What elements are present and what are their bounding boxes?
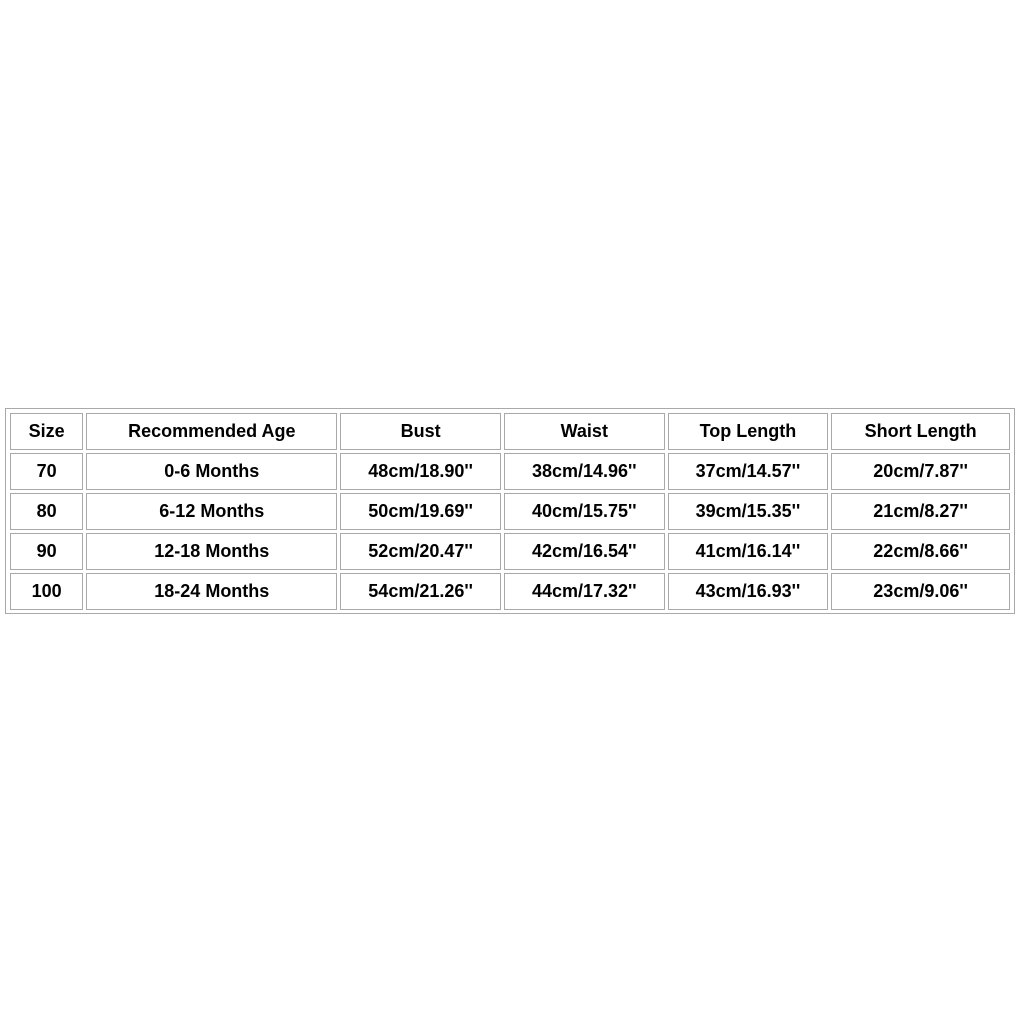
size-chart <box>5 408 1015 614</box>
cell-recommended-age: 18-24 Months <box>86 573 337 610</box>
header-row <box>10 413 1010 450</box>
size-chart-table <box>7 410 1013 613</box>
table-row <box>10 453 1010 490</box>
cell-waist: 40cm/15.75'' <box>504 493 665 530</box>
header-bust: Bust <box>340 413 501 450</box>
cell-bust: 48cm/18.90'' <box>340 453 501 490</box>
cell-size: 70 <box>10 453 83 490</box>
cell-waist: 38cm/14.96'' <box>504 453 665 490</box>
cell-top-length: 39cm/15.35'' <box>668 493 829 530</box>
table-row <box>10 573 1010 610</box>
cell-bust: 54cm/21.26'' <box>340 573 501 610</box>
cell-size: 90 <box>10 533 83 570</box>
header-recommended-age: Recommended Age <box>86 413 337 450</box>
cell-recommended-age: 6-12 Months <box>86 493 337 530</box>
cell-top-length: 41cm/16.14'' <box>668 533 829 570</box>
header-size: Size <box>10 413 83 450</box>
header-top-length: Top Length <box>668 413 829 450</box>
cell-short-length: 21cm/8.27'' <box>831 493 1010 530</box>
cell-waist: 44cm/17.32'' <box>504 573 665 610</box>
cell-top-length: 43cm/16.93'' <box>668 573 829 610</box>
table-row <box>10 533 1010 570</box>
cell-short-length: 20cm/7.87'' <box>831 453 1010 490</box>
cell-short-length: 23cm/9.06'' <box>831 573 1010 610</box>
cell-waist: 42cm/16.54'' <box>504 533 665 570</box>
cell-size: 80 <box>10 493 83 530</box>
header-short-length: Short Length <box>831 413 1010 450</box>
cell-top-length: 37cm/14.57'' <box>668 453 829 490</box>
cell-short-length: 22cm/8.66'' <box>831 533 1010 570</box>
header-waist: Waist <box>504 413 665 450</box>
cell-bust: 52cm/20.47'' <box>340 533 501 570</box>
cell-recommended-age: 0-6 Months <box>86 453 337 490</box>
table-row <box>10 493 1010 530</box>
cell-bust: 50cm/19.69'' <box>340 493 501 530</box>
cell-recommended-age: 12-18 Months <box>86 533 337 570</box>
cell-size: 100 <box>10 573 83 610</box>
